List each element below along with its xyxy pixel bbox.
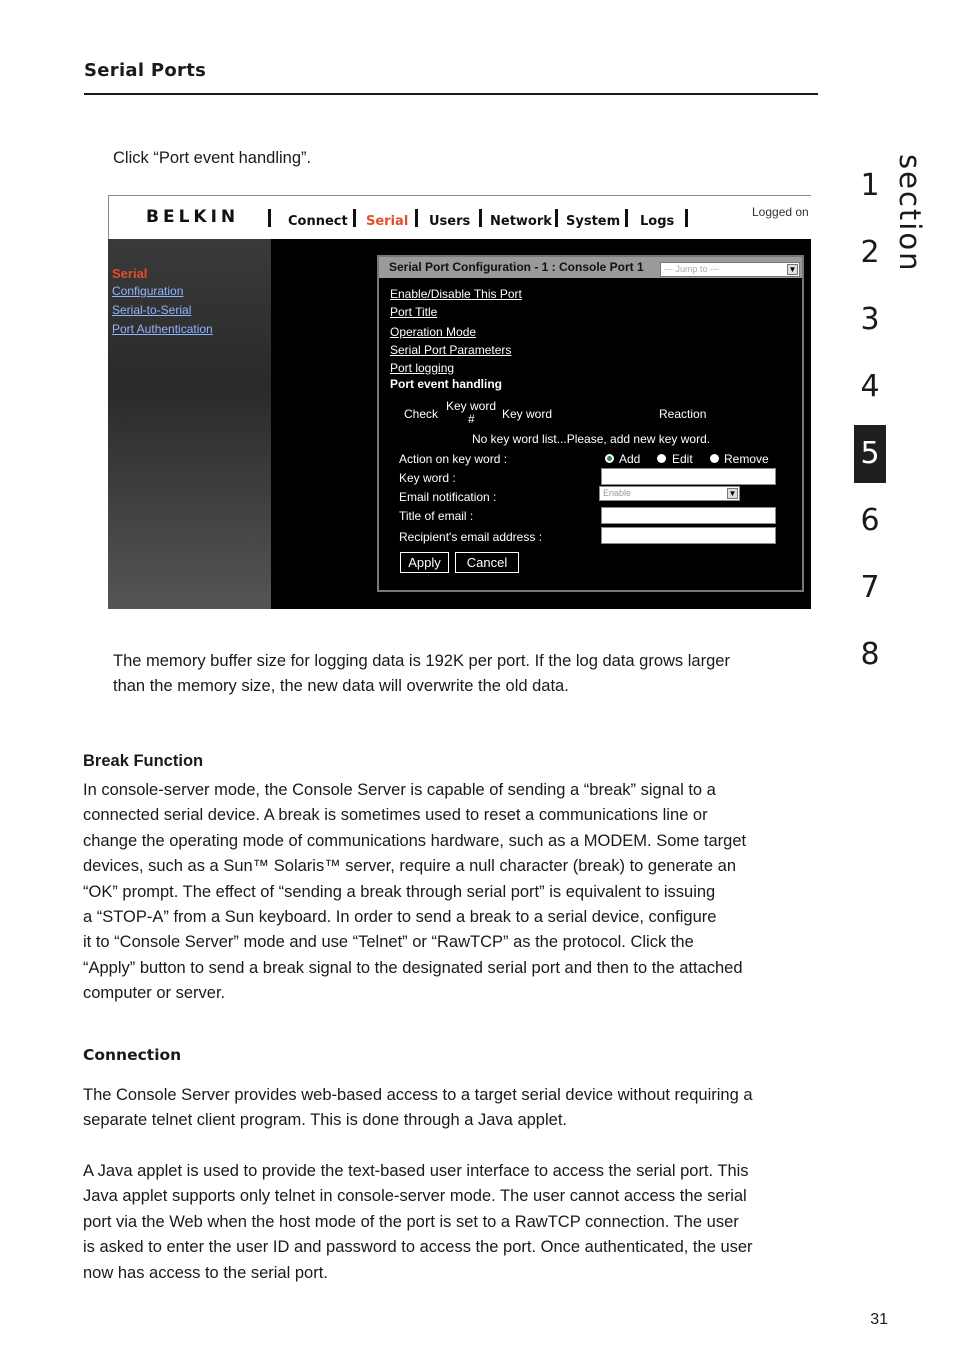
break-line: “Apply” button to send a break signal to the designated serial port and then to the attached [83, 958, 743, 977]
nav-system[interactable]: System [566, 214, 621, 229]
connection-line: is asked to enter the user ID and password to access the port. Once authenticated, the user [83, 1238, 753, 1257]
radio-edit[interactable] [657, 454, 666, 463]
nav-separator [415, 209, 418, 227]
nav-separator [268, 209, 271, 227]
belkin-screenshot [108, 195, 811, 609]
section-number-4[interactable]: 4 [860, 369, 880, 404]
chevron-down-icon: ▼ [728, 489, 737, 498]
nav-logs[interactable]: Logs [640, 214, 675, 229]
connection-paragraph-1 [83, 1083, 753, 1134]
section-number-5-active[interactable]: 5 [854, 425, 886, 483]
chevron-down-icon: ▼ [788, 265, 797, 274]
nav-connect[interactable]: Connect [288, 214, 348, 229]
col-header-check: Check [404, 407, 439, 421]
connection-line: A Java applet is used to provide the text-based user interface to access the serial port. This [83, 1162, 749, 1180]
belkin-logo: BELKIN [146, 207, 240, 227]
link-port-logging[interactable]: Port logging [390, 361, 455, 375]
break-line: In console-server mode, the Console Server is capable of sending a “break” signal to a [83, 781, 716, 799]
email-title-input[interactable] [601, 507, 776, 524]
col-header-keyword-number: Key word [446, 399, 497, 413]
logged-on-status: Logged on [752, 205, 809, 219]
sidebar-link-port-authentication[interactable]: Port Authentication [112, 322, 213, 336]
nav-users[interactable]: Users [429, 214, 471, 229]
radio-add-label: Add [619, 452, 641, 466]
intro-text: Click “Port event handling”. [113, 149, 312, 167]
connection-line: now has access to the serial port. [83, 1263, 328, 1282]
panel-title: Serial Port Configuration - 1 : Console Port 1 [389, 260, 644, 274]
top-nav-bar [108, 195, 811, 239]
section-number-7[interactable]: 7 [860, 570, 880, 605]
radio-edit-label: Edit [672, 452, 693, 466]
memory-paragraph [113, 649, 730, 700]
header-rule [84, 93, 818, 95]
section-number-8[interactable]: 8 [860, 637, 880, 672]
panel-header [379, 257, 802, 278]
nav-network[interactable]: Network [490, 214, 552, 229]
config-panel [377, 255, 804, 592]
empty-keyword-message: No key word list...Please, add new key word. [472, 432, 711, 446]
email-notification-select[interactable] [599, 486, 740, 501]
col-header-keyword: Key word [502, 407, 553, 421]
sidebar-link-serial-to-serial[interactable]: Serial-to-Serial [112, 303, 192, 317]
break-line: change the operating mode of communications hardware, such as a MODEM. Some target [83, 831, 747, 850]
nav-separator [555, 209, 558, 227]
keyword-label: Key word : [399, 471, 456, 485]
keyword-input[interactable] [601, 468, 776, 485]
apply-button[interactable]: Apply [400, 552, 449, 573]
recipient-label: Recipient's email address : [399, 530, 543, 544]
break-line: a “STOP-A” from a Sun keyboard. In order to send a break to a serial device, configure [83, 908, 717, 927]
connection-line: Java applet supports only telnet in console-server mode. The user cannot access the serial [83, 1187, 747, 1206]
section-number-1[interactable]: 1 [860, 168, 880, 203]
col-header-reaction: Reaction [659, 407, 707, 421]
radio-add[interactable] [605, 454, 614, 463]
cancel-button[interactable]: Cancel [455, 552, 519, 573]
nav-separator [353, 209, 356, 227]
nav-separator [685, 209, 688, 227]
memory-line: The memory buffer size for logging data is 192K per port. If the log data grows larger [113, 652, 730, 670]
action-label: Action on key word : [399, 452, 508, 466]
break-function-paragraph [83, 778, 746, 1007]
email-notification-label: Email notification : [399, 490, 497, 504]
connection-line: separate telnet client program. This is done through a Java applet. [83, 1111, 567, 1130]
connection-paragraph-2 [83, 1159, 753, 1286]
break-line: devices, such as a Sun™ Solaris™ server, require a null character (break) to generate an [83, 857, 736, 876]
section-number-6[interactable]: 6 [860, 503, 880, 538]
section-number-2[interactable]: 2 [860, 235, 880, 270]
link-serial-port-parameters[interactable]: Serial Port Parameters [390, 343, 512, 357]
page-number: 31 [870, 1311, 888, 1328]
link-port-title[interactable]: Port Title [390, 305, 438, 319]
break-line: computer or server. [83, 984, 226, 1003]
jump-to-select[interactable] [660, 262, 800, 277]
connection-heading: Connection [83, 1046, 182, 1064]
memory-line: than the memory size, the new data will overwrite the old data. [113, 677, 569, 696]
sidebar-title: Serial [112, 266, 148, 281]
link-operation-mode[interactable]: Operation Mode [390, 325, 477, 339]
recipient-email-input[interactable] [601, 527, 776, 544]
email-notification-value: Enable [603, 488, 632, 498]
page-header-title: Serial Ports [84, 60, 207, 81]
break-line: “OK” prompt. The effect of “sending a break through serial port” is equivalent to issuing [83, 882, 716, 901]
col-header-number-sign: # [468, 412, 475, 426]
nav-separator [625, 209, 628, 227]
nav-serial[interactable]: Serial [366, 214, 409, 229]
current-page-port-event-handling: Port event handling [390, 377, 503, 391]
break-function-heading: Break Function [83, 752, 204, 770]
break-line: it to “Console Server” mode and use “Telnet” or “RawTCP” as the protocol. Click the [83, 933, 694, 952]
connection-line: The Console Server provides web-based access to a target serial device without requiring a [83, 1086, 753, 1104]
sidebar-link-configuration[interactable]: Configuration [112, 284, 184, 298]
jump-to-value: --- Jump to --- [664, 264, 719, 274]
nav-separator [479, 209, 482, 227]
radio-remove-label: Remove [724, 452, 769, 466]
section-number-3[interactable]: 3 [860, 302, 880, 337]
section-label: section [893, 154, 927, 273]
connection-line: port via the Web when the host mode of the port is set to a RawTCP connection. The user [83, 1212, 739, 1231]
sidebar [108, 239, 271, 609]
break-line: connected serial device. A break is sometimes used to reset a communications line or [83, 806, 708, 825]
radio-remove[interactable] [710, 454, 719, 463]
link-enable-disable-port[interactable]: Enable/Disable This Port [390, 287, 522, 301]
email-title-label: Title of email : [399, 509, 474, 523]
